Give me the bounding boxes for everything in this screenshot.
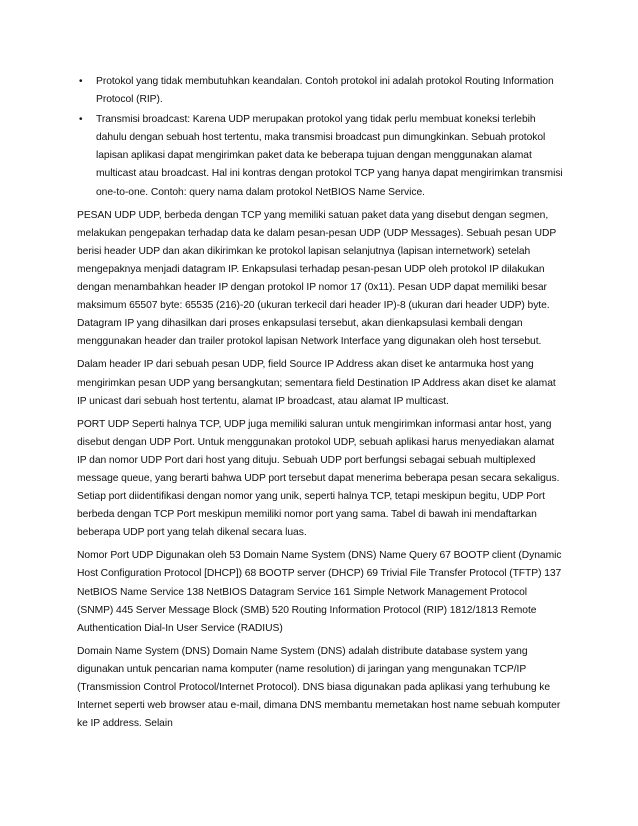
paragraph-pesan-udp: PESAN UDP UDP, berbeda dengan TCP yang memiliki satuan paket data yang disebut dengan segmen, melakukan pengepakan terhadap data ke dalam pesan-pesan UDP (UDP Messages). Sebuah pesan UDP berisi header UDP dan akan dikirimkan ke protokol lapisan selanjutnya (lapisan internetwork) setelah mengepaknya menjadi datagram IP. Enkapsulasi terhadap pesan-pesan UDP oleh protokol IP dilakukan dengan menambahkan header IP dengan protokol IP nomor 17 (0x11). Pesan UDP dapat memiliki besar maksimum 65507 byte: 65535 (216)-20 (ukuran terkecil dari header IP)-8 (ukuran dari header UDP) byte. Datagram IP yang dihasilkan dari proses enkapsulasi tersebut, akan dienkapsulasi kembali dengan menggunakan header dan trailer protokol lapisan Network Interface yang digunakan oleh host tersebut.: [77, 209, 557, 348]
document-body: [77, 73, 565, 738]
paragraph-ip-header: Dalam header IP dari sebuah pesan UDP, field Source IP Address akan diset ke antarmuka host yang mengirimkan pesan UDP yang bersangkutan; sementara field Destination IP Address akan diset ke alamat IP unicast dari sebuah host tertentu, alamat IP broadcast, atau alamat IP multicast.: [77, 359, 556, 407]
paragraph-port-udp: PORT UDP Seperti halnya TCP, UDP juga memiliki saluran untuk mengirimkan informasi antar host, yang disebut dengan UDP Port. Untuk menggunakan protokol UDP, sebuah aplikasi harus menyediakan alamat IP dan nomor UDP Port dari host yang dituju. Sebuah UDP port berfungsi sebagai sebuah multiplexed message queue, yang berarti bahwa UDP port tersebut dapat menerima beberapa pesan secara sekaligus. Setiap port diidentifikasi dengan nomor yang unik, seperti halnya TCP, tetapi meskipun begitu, UDP Port berbeda dengan TCP Port meskipun memiliki nomor port yang sama. Tabel di bawah ini mendaftarkan beberapa UDP port yang telah dikenal secara luas.: [77, 418, 560, 539]
bullet-list: [77, 73, 565, 202]
bullet-dot-icon: •: [79, 76, 83, 87]
bullet-text: Transmisi broadcast: Karena UDP merupakan protokol yang tidak perlu membuat koneksi terlebih dahulu dengan sebuah host tertentu, maka transmisi broadcast pun dimungkinkan. Sebuah protokol lapisan aplikasi dapat mengirimkan paket data ke beberapa tujuan dengan menggunakan alamat multicast atau broadcast. Hal ini kontras dengan protokol TCP yang hanya dapat mengirimkan transmisi one-to-one. Contoh: query nama dalam protokol NetBIOS Name Service.: [96, 114, 563, 198]
paragraph-udp-port-list: Nomor Port UDP Digunakan oleh 53 Domain Name System (DNS) Name Query 67 BOOTP client (Dynamic Host Configuration Protocol [DHCP]) 68 BOOTP server (DHCP) 69 Trivial File Transfer Protocol (TFTP) 137 NetBIOS Name Service 138 NetBIOS Datagram Service 161 Simple Network Management Protocol (SNMP) 445 Server Message Block (SMB) 520 Routing Information Protocol (RIP) 1812/1813 Remote Authentication Dial-In User Service (RADIUS): [77, 550, 562, 634]
bullet-item-rip: [77, 73, 565, 109]
bullet-text: Protokol yang tidak membutuhkan keandalan. Contoh protokol ini adalah protokol Routing Information Protocol (RIP).: [96, 76, 554, 106]
paragraph-dns: Domain Name System (DNS) Domain Name System (DNS) adalah distribute database system yang digunakan untuk pencarian nama komputer (name resolution) di jaringan yang mengunakan TCP/IP (Transmission Control Protocol/Internet Protocol). DNS biasa digunakan pada aplikasi yang terhubung ke Internet seperti web browser atau e-mail, dimana DNS membantu memetakan host name sebuah komputer ke IP address. Selain: [77, 645, 561, 730]
bullet-item-broadcast: [77, 111, 565, 201]
bullet-dot-icon: •: [79, 114, 83, 126]
